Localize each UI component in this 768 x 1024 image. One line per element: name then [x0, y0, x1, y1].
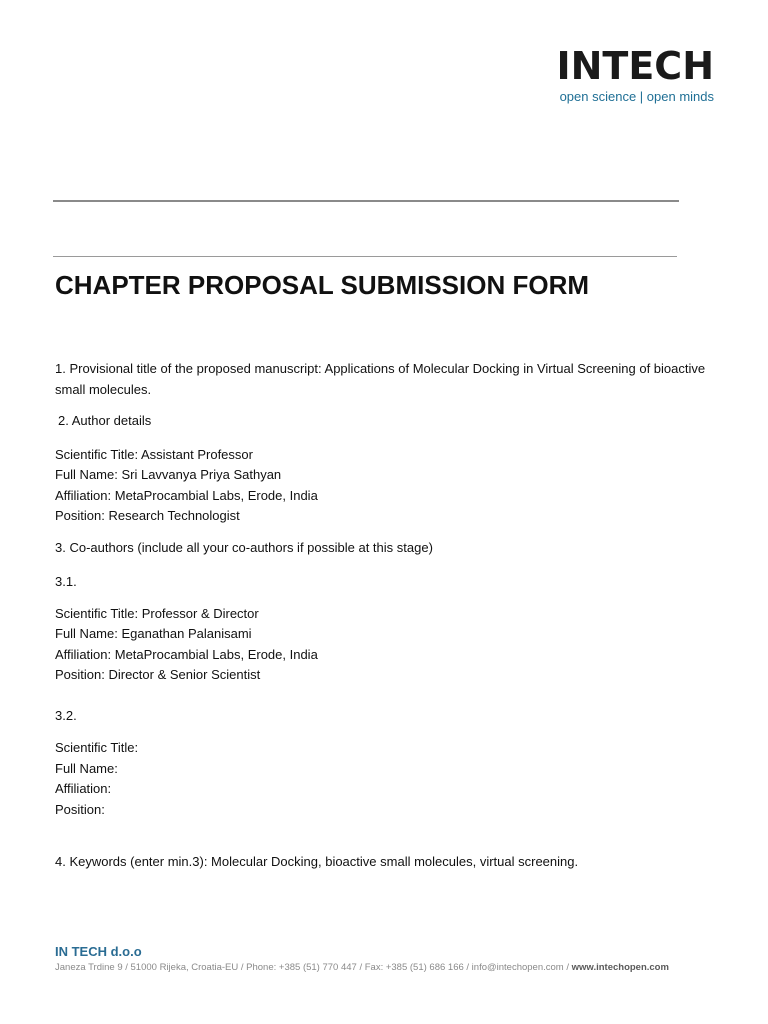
coauthor-scientific-title: Scientific Title:	[55, 740, 139, 755]
intech-logo	[556, 44, 714, 104]
author-full-name: Full Name: Sri Lavvanya Priya Sathyan	[55, 467, 282, 482]
footer-company: IN TECH d.o.o	[55, 944, 142, 959]
top-divider	[53, 200, 679, 202]
coauthor-number: 3.1.	[55, 574, 77, 589]
footer-address	[55, 962, 669, 973]
provisional-title: 1. Provisional title of the proposed manuscript: Applications of Molecular Docking in Virtual Screening of bioactive small molecules.	[55, 361, 706, 397]
coauthor-number: 3.2.	[55, 708, 77, 723]
coauthor-full-name: Full Name:	[55, 761, 118, 776]
coauthor-position: Position:	[55, 802, 105, 817]
coauthor-scientific-title: Scientific Title: Professor & Director	[55, 606, 259, 621]
logo-tagline: open science | open minds	[559, 89, 714, 104]
coauthor-affiliation: Affiliation:	[55, 781, 112, 796]
footer-website-link[interactable]: www.intechopen.com	[571, 962, 669, 973]
coauthor-full-name: Full Name: Eganathan Palanisami	[55, 626, 252, 641]
author-details-heading: 2. Author details	[58, 413, 152, 428]
author-position: Position: Research Technologist	[55, 508, 240, 523]
form-title: CHAPTER PROPOSAL SUBMISSION FORM	[55, 270, 590, 300]
author-scientific-title: Scientific Title: Assistant Professor	[55, 447, 253, 462]
coauthor-position: Position: Director & Senior Scientist	[55, 667, 261, 682]
second-divider	[53, 256, 677, 257]
author-affiliation: Affiliation: MetaProcambial Labs, Erode, India	[55, 488, 318, 503]
coauthor-affiliation: Affiliation: MetaProcambial Labs, Erode, India	[55, 647, 318, 662]
logo-wordmark: INTECH	[556, 44, 714, 88]
keywords: 4. Keywords (enter min.3): Molecular Docking, bioactive small molecules, virtual screening.	[55, 854, 579, 869]
footer-address-text: Janeza Trdine 9 / 51000 Rijeka, Croatia-EU / Phone: +385 (51) 770 447 / Fax: +385 (51) 686 166 / info@intechopen.com /	[55, 962, 572, 973]
coauthors-heading: 3. Co-authors (include all your co-authors if possible at this stage)	[55, 540, 433, 555]
